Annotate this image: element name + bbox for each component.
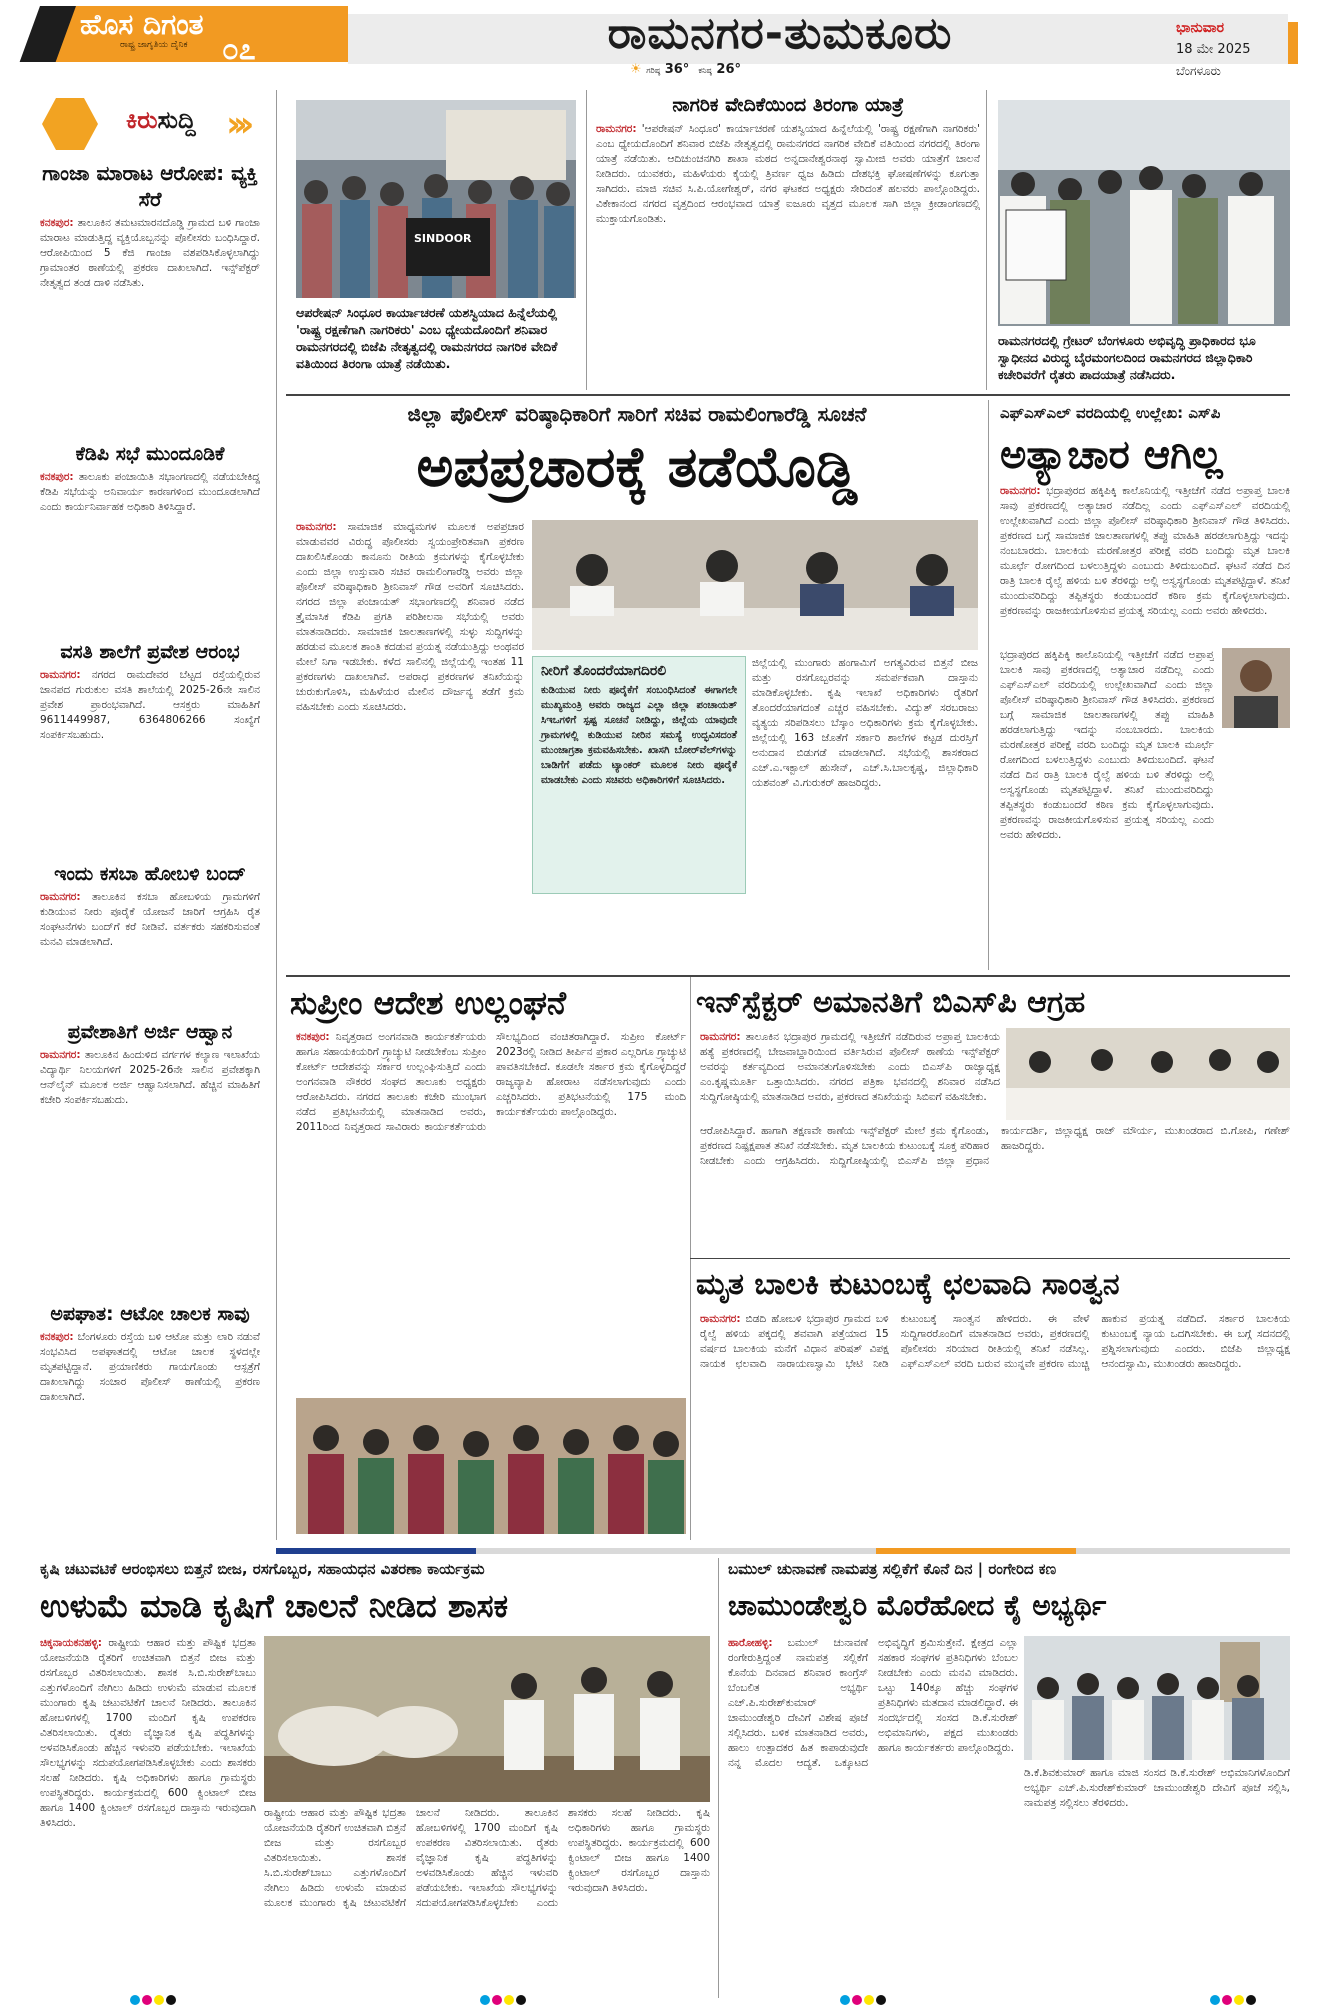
pressmeet-photo <box>1006 1028 1290 1120</box>
inspector-body-2: ಆರೋಪಿಸಿದ್ದಾರೆ. ಹಾಗಾಗಿ ತಕ್ಷಣವೇ ಠಾಣೆಯ ಇನ್ಸ್‌ಪೆಕ್ಟರ್ ಮೇಲೆ ಕ್ರಮ ಕೈಗೊಂಡು, ಪ್ರಕರಣದ ನಿಷ್ಪಕ್ಷಪಾತ ತನಿಖೆ ನಡೆಸಬೇಕು. ಮೃತ ಬಾಲಕಿಯ ಕುಟುಂಬಕ್ಕೆ ಸೂಕ್ತ ಪರಿಹಾರ ನೀಡಬೇಕು ಎಂದು ಆಗ್ರಹಿಸಿದರು. ಸುದ್ದಿಗೋಷ್ಠಿಯಲ್ಲಿ ಬಿಎಸ್‌ಪಿ ಜಿಲ್ಲಾ ಪ್ರಧಾನ ಕಾರ್ಯದರ್ಶಿ, ಜಿಲ್ಲಾಧ್ಯಕ್ಷ ರಾಜ್ ಮೌರ್ಯ, ಮುಖಂಡರಾದ ಬಿ.ಗೋಪಿ, ಗಣೇಶ್ ಹಾಜರಿದ್ದರು. <box>700 1125 1290 1167</box>
brief-body: ರಾಮನಗರ: ತಾಲೂಕಿನ ಕಸಬಾ ಹೋಬಳಿಯ ಗ್ರಾಮಗಳಿಗೆ ಕುಡಿಯುವ ನೀರು ಪೂರೈಕೆ ಯೋಜನೆ ಜಾರಿಗೆ ಆಗ್ರಹಿಸಿ ರೈತ ಸಂಘಟನೆಗಳು ಬಂದ್‌ಗೆ ಕರೆ ನೀಡಿವೆ. ವರ್ತಕರು ಸಹಕರಿಸುವಂತೆ ಮನವಿ ಮಾಡಲಾಗಿದೆ. <box>40 891 260 948</box>
bamul-body: ಹಾರೋಹಳ್ಳಿ: ಬಮುಲ್ ಚುನಾವಣೆ ರಂಗೇರುತ್ತಿದ್ದಂತೆ ನಾಮಪತ್ರ ಸಲ್ಲಿಕೆಗೆ ಕೊನೆಯ ದಿನವಾದ ಶನಿವಾರ ಕಾಂಗ್ರೆಸ್ ಬೆಂಬಲಿತ ಅಭ್ಯರ್ಥಿ ಎಚ್.ಪಿ.ಸುರೇಶ್‌ಕುಮಾರ್ ಚಾಮುಂಡೇಶ್ವರಿ ದೇವಿಗೆ ವಿಶೇಷ ಪೂಜೆ ಸಲ್ಲಿಸಿದರು. ಬಳಿಕ ಮಾತನಾಡಿದ ಅವರು, ಹಾಲು ಉತ್ಪಾದಕರ ಹಿತ ಕಾಪಾಡುವುದೇ ನನ್ನ ಮೊದಲ ಆದ್ಯತೆ. ಒಕ್ಕೂಟದ ಅಭಿವೃದ್ಧಿಗೆ ಶ್ರಮಿಸುತ್ತೇನೆ. ಕ್ಷೇತ್ರದ ಎಲ್ಲಾ ಸಹಕಾರ ಸಂಘಗಳ ಪ್ರತಿನಿಧಿಗಳು ಬೆಂಬಲ ನೀಡಬೇಕು ಎಂದು ಮನವಿ ಮಾಡಿದರು. ಒಟ್ಟು 140ಕ್ಕೂ ಹೆಚ್ಚು ಸಂಘಗಳ ಪ್ರತಿನಿಧಿಗಳು ಮತದಾನ ಮಾಡಲಿದ್ದಾರೆ. ಈ ಸಂದರ್ಭದಲ್ಲಿ ಸಂಸದ ಡಿ.ಕೆ.ಸುರೇಶ್ ಅಭಿಮಾನಿಗಳು, ಪಕ್ಷದ ಮುಖಂಡರು ಹಾಗೂ ಕಾರ್ಯಕರ್ತರು ಪಾಲ್ಗೊಂಡಿದ್ದರು. <box>728 1637 1018 1769</box>
tiranga-headline: ನಾಗರಿಕ ವೇದಿಕೆಯಿಂದ ತಿರಂಗಾ ಯಾತ್ರೆ <box>672 94 904 116</box>
logo-tagline: ರಾಷ್ಟ್ರ ಜಾಗೃತಿಯ ದೈನಿಕ <box>120 40 188 50</box>
brief-2 <box>40 442 260 650</box>
brief-body: ಕನಕಪುರ: ತಾಲೂಕಿನ ತಮಟಮಾರನದೊಡ್ಡಿ ಗ್ರಾಮದ ಬಳಿ ಗಾಂಜಾ ಮಾರಾಟ ಮಾಡುತ್ತಿದ್ದ ವ್ಯಕ್ತಿಯೊಬ್ಬನನ್ನು ಪೊಲೀಸರು ಬಂಧಿಸಿದ್ದಾರೆ. ಆರೋಪಿಯಿಂದ 5 ಕೆಜಿ ಗಾಂಜಾ ವಶಪಡಿಸಿಕೊಳ್ಳಲಾಗಿದ್ದು ಗ್ರಾಮಾಂತರ ಠಾಣೆಯಲ್ಲಿ ಪ್ರಕರಣ ದಾಖಲಾಗಿದೆ. ಇನ್ಸ್‌ಪೆಕ್ಟರ್ ನೇತೃತ್ವದ ತಂಡ ದಾಳಿ ನಡೆಸಿತು. <box>40 217 260 289</box>
divider-grey <box>476 1548 876 1554</box>
bamul-caption: ಡಿ.ಕೆ.ಶಿವಕುಮಾರ್ ಹಾಗೂ ಮಾಜಿ ಸಂಸದ ಡಿ.ಕೆ.ಸುರೇಶ್ ಅಭಿಮಾನಿಗಳೊಂದಿಗೆ ಅಭ್ಯರ್ಥಿ ಎಚ್.ಪಿ.ಸುರೇಶ್‌ಕುಮಾರ್ ಚಾಮುಂಡೇಶ್ವರಿ ದೇವಿಗೆ ಪೂಜೆ ಸಲ್ಲಿಸಿ, ನಾಮಪತ್ರ ಸಲ್ಲಿಸಲು ತೆರಳಿದರು. <box>1024 1767 1290 1809</box>
section-rule <box>286 394 1290 396</box>
max-label: ಗರಿಷ್ಠ <box>646 66 661 75</box>
tiranga-article <box>596 92 980 392</box>
ploughing-photo <box>264 1636 710 1802</box>
ploughing-image <box>264 1636 710 1802</box>
chevrons-icon: ››› <box>226 104 247 145</box>
temple-photo <box>1024 1636 1290 1760</box>
protest-photo <box>998 100 1290 326</box>
condolence-headline: ಮೃತ ಬಾಲಕಿ ಕುಟುಂಬಕ್ಕೆ ಛಲವಾದಿ ಸಾಂತ್ವನ <box>696 1267 1120 1302</box>
crowd-photo <box>296 100 576 298</box>
column-rule <box>586 90 587 390</box>
fsl-body-2: ಭದ್ರಾಪುರದ ಹಕ್ಕಿಪಿಕ್ಕಿ ಕಾಲೊನಿಯಲ್ಲಿ ಇತ್ತೀಚೆಗೆ ನಡೆದ ಅಪ್ರಾಪ್ತ ಬಾಲಕಿ ಸಾವು ಪ್ರಕರಣದಲ್ಲಿ ಅತ್ಯಾಚಾರ ನಡೆದಿಲ್ಲ ಎಂದು ಎಫ್‌ಎಸ್‌ಎಲ್ ವರದಿಯಲ್ಲಿ ಉಲ್ಲೇಖವಾಗಿದೆ ಎಂದು ಜಿಲ್ಲಾ ಪೊಲೀಸ್ ವರಿಷ್ಠಾಧಿಕಾರಿ ಶ್ರೀನಿವಾಸ್ ಗೌಡ ತಿಳಿಸಿದರು. ಪ್ರಕರಣದ ಬಗ್ಗೆ ಸಾಮಾಜಿಕ ಜಾಲತಾಣಗಳಲ್ಲಿ ತಪ್ಪು ಮಾಹಿತಿ ಹರಡಲಾಗುತ್ತಿದ್ದು ಇದನ್ನು ನಂಬಬಾರದು. ಬಾಲಕಿಯ ಮರಣೋತ್ತರ ಪರೀಕ್ಷೆ ವರದಿ ಬಂದಿದ್ದು ಮೃತ ಬಾಲಕಿ ಮೂರ್ಛೆ ರೋಗದಿಂದ ಬಳಲುತ್ತಿದ್ದಳು ಎಂಬುದು ತಿಳಿದುಬಂದಿದೆ. ಘಟನೆ ನಡೆದ ದಿನ ರಾತ್ರಿ ಬಾಲಕಿ ರೈಲ್ವೆ ಹಳಿಯ ಬಳಿ ತೆರಳಿದ್ದು ಅಲ್ಲಿ ಅಸ್ವಸ್ಥಗೊಂಡು ಮೃತಪಟ್ಟಿದ್ದಾಳೆ. ತನಿಖೆ ಮುಂದುವರಿದಿದ್ದು ತಪ್ಪಿತಸ್ಥರು ಕಂಡುಬಂದರೆ ಕಠಿಣ ಕ್ರಮ ಕೈಗೊಳ್ಳಲಾಗುವುದು. ಪ್ರಕರಣವನ್ನು ರಾಜಕೀಯಗೊಳಿಸುವ ಪ್ರಯತ್ನ ಸರಿಯಲ್ಲ ಎಂದು ಅವರು ಹೇಳಿದರು. <box>1000 649 1214 841</box>
divider-orange <box>876 1548 1076 1554</box>
box-body: ಕುಡಿಯುವ ನೀರು ಪೂರೈಕೆಗೆ ಸಂಬಂಧಿಸಿದಂತೆ ಈಗಾಗಲೇ ಮುಖ್ಯಮಂತ್ರಿ ಅವರು ರಾಜ್ಯದ ಎಲ್ಲಾ ಜಿಲ್ಲಾ ಪಂಚಾಯತ್ ಸಿಇಒಗಳಿಗೆ ಸ್ಪಷ್ಟ ಸೂಚನೆ ನೀಡಿದ್ದು, ಜಿಲ್ಲೆಯ ಯಾವುದೇ ಗ್ರಾಮಗಳಲ್ಲಿ ಕುಡಿಯುವ ನೀರಿನ ಸಮಸ್ಯೆ ಉದ್ಭವಿಸದಂತೆ ಮುಂಜಾಗ್ರತಾ ಕ್ರಮವಹಿಸಬೇಕು. ಖಾಸಗಿ ಬೋರ್‌ವೆಲ್‌ಗಳನ್ನು ಬಾಡಿಗೆಗೆ ಪಡೆದು ಟ್ಯಾಂಕರ್ ಮೂಲಕ ನೀರು ಪೂರೈಕೆ ಮಾಡಬೇಕು ಎಂದು ಸಚಿವರು ಅಧಿಕಾರಿಗಳಿಗೆ ಸೂಚಿಸಿದರು. <box>541 685 737 786</box>
meeting-photo <box>532 520 978 650</box>
protest-caption: ರಾಮನಗರದಲ್ಲಿ ಗ್ರೇಟರ್ ಬೆಂಗಳೂರು ಅಭಿವೃದ್ಧಿ ಪ್ರಾಧಿಕಾರದ ಭೂ ಸ್ವಾಧೀನದ ವಿರುದ್ಧ ಬೈರಮಂಗಲದಿಂದ ರಾಮನಗರದ ಜಿಲ್ಲಾಧಿಕಾರಿ ಕಚೇರಿವರೆಗೆ ರೈತರು ಪಾದಯಾತ್ರೆ ನಡೆಸಿದರು. <box>998 333 1256 382</box>
page-number: ೦೭ <box>222 32 256 67</box>
ulume-body-1: ಚಿಕ್ಕನಾಯಕನಹಳ್ಳಿ: ರಾಷ್ಟ್ರೀಯ ಆಹಾರ ಮತ್ತು ಪೌಷ್ಟಿಕ ಭದ್ರತಾ ಯೋಜನೆಯಡಿ ರೈತರಿಗೆ ಉಚಿತವಾಗಿ ಬಿತ್ತನೆ ಬೀಜ ಮತ್ತು ರಸಗೊಬ್ಬರ ವಿತರಿಸಲಾಯಿತು. ಶಾಸಕ ಸಿ.ಬಿ.ಸುರೇಶ್‌ಬಾಬು ಎತ್ತುಗಳೊಂದಿಗೆ ನೇಗಿಲು ಹಿಡಿದು ಉಳುಮೆ ಮಾಡುವ ಮೂಲಕ ಮುಂಗಾರು ಕೃಷಿ ಚಟುವಟಿಕೆಗೆ ಚಾಲನೆ ನೀಡಿದರು. ತಾಲೂಕಿನ ಹೋಬಳಿಗಳಲ್ಲಿ 1700 ಮಂದಿಗೆ ಕೃಷಿ ಉಪಕರಣ ವಿತರಿಸಲಾಯಿತು. ರೈತರು ವೈಜ್ಞಾನಿಕ ಕೃಷಿ ಪದ್ಧತಿಗಳನ್ನು ಅಳವಡಿಸಿಕೊಂಡು ಹೆಚ್ಚಿನ ಇಳುವರಿ ಪಡೆಯಬೇಕು. ಇಲಾಖೆಯ ಸೌಲಭ್ಯಗಳನ್ನು ಸದುಪಯೋಗಪಡಿಸಿಕೊಳ್ಳಬೇಕು ಎಂದು ಶಾಸಕರು ಸಲಹೆ ನೀಡಿದರು. ಕೃಷಿ ಅಧಿಕಾರಿಗಳು ಹಾಗೂ ಗ್ರಾಮಸ್ಥರು ಉಪಸ್ಥಿತರಿದ್ದರು. ಕಾರ್ಯಕ್ರಮದಲ್ಲಿ 600 ಕ್ವಿಂಟಾಲ್ ಬೀಜ ಹಾಗೂ 1400 ಕ್ವಿಂಟಾಲ್ ರಸಗೊಬ್ಬರ ದಾಸ್ತಾನು ಇರುವುದಾಗಿ ತಿಳಿಸಿದರು. <box>40 1637 256 1829</box>
issue-day: ಭಾನುವಾರ <box>1176 20 1225 36</box>
column-rule <box>986 90 987 390</box>
min-label: ಕನಿಷ್ಠ <box>698 66 712 75</box>
bamul-kicker: ಬಮುಲ್ ಚುನಾವಣೆ ನಾಮಪತ್ರ ಸಲ್ಲಿಕೆಗೆ ಕೊನೆ ದಿನ | ರಂಗೇರಿದ ಕಣ <box>728 1560 1057 1578</box>
temple-image <box>1024 1636 1290 1760</box>
hand-icon <box>42 98 98 150</box>
max-temp: 36° <box>664 62 690 77</box>
brief-title: ವಸತಿ ಶಾಲೆಗೆ ಪ್ರವೇಶ ಆರಂಭ <box>60 641 240 663</box>
kirusuddi-badge <box>40 94 258 156</box>
brief-5 <box>40 1020 260 1308</box>
brief-1 <box>40 160 260 406</box>
protest-image <box>296 1398 686 1534</box>
section-rule <box>286 975 1290 977</box>
ulume-body-2: ರಾಷ್ಟ್ರೀಯ ಆಹಾರ ಮತ್ತು ಪೌಷ್ಟಿಕ ಭದ್ರತಾ ಯೋಜನೆಯಡಿ ರೈತರಿಗೆ ಉಚಿತವಾಗಿ ಬಿತ್ತನೆ ಬೀಜ ಮತ್ತು ರಸಗೊಬ್ಬರ ವಿತರಿಸಲಾಯಿತು. ಶಾಸಕ ಸಿ.ಬಿ.ಸುರೇಶ್‌ಬಾಬು ಎತ್ತುಗಳೊಂದಿಗೆ ನೇಗಿಲು ಹಿಡಿದು ಉಳುಮೆ ಮಾಡುವ ಮೂಲಕ ಮುಂಗಾರು ಕೃಷಿ ಚಟುವಟಿಕೆಗೆ ಚಾಲನೆ ನೀಡಿದರು. ತಾಲೂಕಿನ ಹೋಬಳಿಗಳಲ್ಲಿ 1700 ಮಂದಿಗೆ ಕೃಷಿ ಉಪಕರಣ ವಿತರಿಸಲಾಯಿತು. ರೈತರು ವೈಜ್ಞಾನಿಕ ಕೃಷಿ ಪದ್ಧತಿಗಳನ್ನು ಅಳವಡಿಸಿಕೊಂಡು ಹೆಚ್ಚಿನ ಇಳುವರಿ ಪಡೆಯಬೇಕು. ಇಲಾಖೆಯ ಸೌಲಭ್ಯಗಳನ್ನು ಸದುಪಯೋಗಪಡಿಸಿಕೊಳ್ಳಬೇಕು ಎಂದು ಶಾಸಕರು ಸಲಹೆ ನೀಡಿದರು. ಕೃಷಿ ಅಧಿಕಾರಿಗಳು ಹಾಗೂ ಗ್ರಾಮಸ್ಥರು ಉಪಸ್ಥಿತರಿದ್ದರು. ಕಾರ್ಯಕ್ರಮದಲ್ಲಿ 600 ಕ್ವಿಂಟಾಲ್ ಬೀಜ ಹಾಗೂ 1400 ಕ್ವಿಂಟಾಲ್ ರಸಗೊಬ್ಬರ ದಾಸ್ತಾನು ಇರುವುದಾಗಿ ತಿಳಿಸಿದರು. <box>264 1807 710 1909</box>
supreme-headline: ಸುಪ್ರೀಂ ಆದೇಶ ಉಲ್ಲಂಘನೆ <box>290 984 567 1022</box>
inspector-body-1: ರಾಮನಗರ: ತಾಲೂಕಿನ ಭದ್ರಾಪುರ ಗ್ರಾಮದಲ್ಲಿ ಇತ್ತೀಚೆಗೆ ನಡೆದಿರುವ ಅಪ್ರಾಪ್ತ ಬಾಲಕಿಯ ಹತ್ಯೆ ಪ್ರಕರಣದಲ್ಲಿ ಬೇಜವಾಬ್ದಾರಿಯಿಂದ ವರ್ತಿಸಿರುವ ಪೊಲೀಸ್ ಠಾಣೆಯ ಇನ್ಸ್‌ಪೆಕ್ಟರ್ ಅವರನ್ನು ಕರ್ತವ್ಯದಿಂದ ಅಮಾನತುಗೊಳಿಸಬೇಕು ಎಂದು ಬಿಎಸ್‌ಪಿ ರಾಜ್ಯಾಧ್ಯಕ್ಷ ಎಂ.ಕೃಷ್ಣಮೂರ್ತಿ ಒತ್ತಾಯಿಸಿದರು. ನಗರದ ಪತ್ರಿಕಾ ಭವನದಲ್ಲಿ ಶನಿವಾರ ನಡೆಸಿದ ಸುದ್ದಿಗೋಷ್ಠಿಯಲ್ಲಿ ಮಾತನಾಡಿದ ಅವರು, ಪ್ರಕರಣದ ತನಿಖೆಯನ್ನು ಸಿಬಿಐಗೆ ವಹಿಸಬೇಕು. <box>700 1031 1000 1103</box>
inspector-headline: ಇನ್‌ಸ್ಪೆಕ್ಟರ್ ಅಮಾನತಿಗೆ ಬಿಎಸ್‌ಪಿ ಆಗ್ರಹ <box>696 985 1086 1020</box>
weather <box>630 62 741 77</box>
min-temp: 26° <box>716 62 741 77</box>
ulume-headline: ಉಳುಮೆ ಮಾಡಿ ಕೃಷಿಗೆ ಚಾಲನೆ ನೀಡಿದ ಶಾಸಕ <box>40 1587 509 1625</box>
lead-body-2: ಜಿಲ್ಲೆಯಲ್ಲಿ ಮುಂಗಾರು ಹಂಗಾಮಿಗೆ ಅಗತ್ಯವಿರುವ ಬಿತ್ತನೆ ಬೀಜ ಮತ್ತು ರಸಗೊಬ್ಬರವನ್ನು ಸಮರ್ಪಕವಾಗಿ ದಾಸ್ತಾನು ಮಾಡಿಕೊಳ್ಳಬೇಕು. ಕೃಷಿ ಇಲಾಖೆ ಅಧಿಕಾರಿಗಳು ರೈತರಿಗೆ ತೊಂದರೆಯಾಗದಂತೆ ಎಚ್ಚರ ವಹಿಸಬೇಕು. ವಿದ್ಯುತ್ ಸರಬರಾಜು ವ್ಯತ್ಯಯ ಸರಿಪಡಿಸಲು ಬೆಸ್ಕಾಂ ಅಧಿಕಾರಿಗಳು ಕ್ರಮ ಕೈಗೊಳ್ಳಬೇಕು. ಜಿಲ್ಲೆಯಲ್ಲಿ 163 ಜೊತೆಗೆ ಸರ್ಕಾರಿ ಶಾಲೆಗಳ ಕಟ್ಟಡ ದುರಸ್ತಿಗೆ ಅನುದಾನ ಬಿಡುಗಡೆ ಮಾಡಲಾಗಿದೆ. ಸಭೆಯಲ್ಲಿ ಶಾಸಕರಾದ ಎಚ್.ಎ.ಇಕ್ಬಾಲ್ ಹುಸೇನ್, ಎಚ್.ಸಿ.ಬಾಲಕೃಷ್ಣ, ಜಿಲ್ಲಾಧಿಕಾರಿ ಯಶವಂತ್ ವಿ.ಗುರುಕರ್ ಹಾಜರಿದ್ದರು. <box>752 657 978 789</box>
divider-blue <box>276 1548 476 1554</box>
march-photo <box>998 100 1290 326</box>
supreme-body: ಕನಕಪುರ: ನಿವೃತ್ತರಾದ ಅಂಗನವಾಡಿ ಕಾರ್ಯಕರ್ತೆಯರು ಹಾಗೂ ಸಹಾಯಕಿಯರಿಗೆ ಗ್ರ್ಯಾಚ್ಯುಟಿ ನೀಡಬೇಕೆಂಬ ಸುಪ್ರೀಂ ಕೋರ್ಟ್ ಆದೇಶವನ್ನು ಸರ್ಕಾರ ಉಲ್ಲಂಘಿಸುತ್ತಿದೆ ಎಂದು ಅಂಗನವಾಡಿ ನೌಕರರ ಸಂಘದ ತಾಲೂಕು ಅಧ್ಯಕ್ಷರು ಆರೋಪಿಸಿದರು. ನಗರದ ತಾಲೂಕು ಕಚೇರಿ ಮುಂಭಾಗ ನಡೆದ ಪ್ರತಿಭಟನೆಯಲ್ಲಿ ಮಾತನಾಡಿದ ಅವರು, 2011ರಿಂದ ನಿವೃತ್ತರಾದ ಸಾವಿರಾರು ಕಾರ್ಯಕರ್ತೆಯರು ಸೌಲಭ್ಯದಿಂದ ವಂಚಿತರಾಗಿದ್ದಾರೆ. ಸುಪ್ರೀಂ ಕೋರ್ಟ್ 2023ರಲ್ಲಿ ನೀಡಿದ ತೀರ್ಪಿನ ಪ್ರಕಾರ ಎಲ್ಲರಿಗೂ ಗ್ರ್ಯಾಚ್ಯುಟಿ ಪಾವತಿಸಬೇಕಿದೆ. ಕೂಡಲೇ ಸರ್ಕಾರ ಕ್ರಮ ಕೈಗೊಳ್ಳದಿದ್ದರೆ ರಾಜ್ಯವ್ಯಾಪಿ ಹೋರಾಟ ನಡೆಸಲಾಗುವುದು ಎಂದು ಎಚ್ಚರಿಸಿದರು. ಪ್ರತಿಭಟನೆಯಲ್ಲಿ 175 ಮಂದಿ ಕಾರ್ಯಕರ್ತೆಯರು ಪಾಲ್ಗೊಂಡಿದ್ದರು. <box>296 1031 686 1133</box>
masthead-logo <box>40 6 348 67</box>
person-icon <box>1222 648 1290 728</box>
fsl-headline: ಅತ್ಯಾಚಾರ ಆಗಿಲ್ಲ <box>1000 432 1223 478</box>
kirusuddi-label: ಕಿರುಸುದ್ದಿ <box>126 106 196 134</box>
page-title: ರಾಮನಗರ-ತುಮಕೂರು <box>607 8 953 59</box>
column-rule <box>718 1558 719 1998</box>
brief-3 <box>40 640 260 878</box>
tiranga-body: ರಾಮನಗರ: 'ಆಪರೇಷನ್ ಸಿಂಧೂರ' ಕಾರ್ಯಾಚರಣೆ ಯಶಸ್ವಿಯಾದ ಹಿನ್ನೆಲೆಯಲ್ಲಿ 'ರಾಷ್ಟ್ರ ರಕ್ಷಣೆಗಾಗಿ ನಾಗರಿಕರು' ಎಂಬ ಧ್ಯೇಯದೊಂದಿಗೆ ಶನಿವಾರ ಬಿಜೆಪಿ ನೇತೃತ್ವದಲ್ಲಿ ರಾಮನಗರದ ನಾಗರಿಕ ವೇದಿಕೆ ವತಿಯಿಂದ ನಗರದಲ್ಲಿ ತಿರಂಗಾ ಯಾತ್ರೆ ನಡೆಯಿತು. ಆದಿಚುಂಚನಗಿರಿ ಶಾಖಾ ಮಠದ ಅನ್ನದಾನೇಶ್ವರನಾಥ ಸ್ವಾಮೀಜಿ ಅವರು ಯಾತ್ರೆಗೆ ಚಾಲನೆ ನೀಡಿದರು. ಯುವಕರು, ಮಹಿಳೆಯರು ಕೈಯಲ್ಲಿ ತ್ರಿವರ್ಣ ಧ್ವಜ ಹಿಡಿದು ದೇಶಭಕ್ತಿ ಘೋಷಣೆಗಳನ್ನು ಕೂಗುತ್ತಾ ಸಾಗಿದರು. ಮಾಜಿ ಸಚಿವ ಸಿ.ಪಿ.ಯೋಗೇಶ್ವರ್, ನಗರ ಘಟಕದ ಅಧ್ಯಕ್ಷರು ಸೇರಿದಂತೆ ಹಲವರು ಪಾಲ್ಗೊಂಡಿದ್ದರು. ವಿಕೇಕಾನಂದ ನಗರದ ವೃತ್ತದಿಂದ ಆರಂಭವಾದ ಯಾತ್ರೆ ಐಜೂರು ವೃತ್ತದ ಮೂಲಕ ಸಾಗಿ ಜಿಲ್ಲಾ ಕ್ರೀಡಾಂಗಣದಲ್ಲಿ ಮುಕ್ತಾಯಗೊಂಡಿತು. <box>596 123 980 225</box>
bamul-headline: ಚಾಮುಂಡೇಶ್ವರಿ ಮೊರೆಹೋದ ಕೈ ಅಭ್ಯರ್ಥಿ <box>728 1589 1107 1622</box>
lead-kicker: ಜಿಲ್ಲಾ ಪೊಲೀಸ್ ವರಿಷ್ಠಾಧಿಕಾರಿಗೆ ಸಾರಿಗೆ ಸಚಿವ ರಾಮಲಿಂಗಾರೆಡ್ಡಿ ಸೂಚನೆ <box>407 402 867 426</box>
accent-bar <box>1288 22 1298 64</box>
fsl-kicker: ಎಫ್‌ಎಸ್‌ಎಲ್ ವರದಿಯಲ್ಲಿ ಉಲ್ಲೇಖ: ಎಸ್‌ಪಿ <box>1000 404 1221 422</box>
brief-4 <box>40 862 260 1030</box>
brief-title: ಕೆಡಿಪಿ ಸಭೆ ಮುಂದೂಡಿಕೆ <box>75 443 225 465</box>
pressmeet-image <box>1006 1028 1290 1120</box>
divider-grey <box>1076 1548 1290 1554</box>
section-rule <box>690 1258 1290 1259</box>
water-box <box>532 656 746 894</box>
brief-title: ಗಾಂಜಾ ಮಾರಾಟ ಆರೋಪ: ವ್ಯಕ್ತಿ ಸೆರೆ <box>42 161 258 211</box>
placard-text: SINDOOR <box>414 232 472 245</box>
brief-title: ಇಂದು ಕಸಬಾ ಹೋಬಳಿ ಬಂದ್ <box>54 863 246 885</box>
box-title: ನೀರಿಗೆ ತೊಂದರೆಯಾಗದಿರಲಿ <box>541 663 667 679</box>
logo-text: ಹೊಸ ದಿಗಂತ <box>80 8 204 41</box>
brief-body: ಕನಕಪುರ: ಬೆಂಗಳೂರು ರಸ್ತೆಯ ಬಳಿ ಆಟೋ ಮತ್ತು ಲಾರಿ ನಡುವೆ ಸಂಭವಿಸಿದ ಅಪಘಾತದಲ್ಲಿ ಆಟೋ ಚಾಲಕ ಸ್ಥಳದಲ್ಲೇ ಮೃತಪಟ್ಟಿದ್ದಾನೆ. ಪ್ರಯಾಣಿಕರು ಗಾಯಗೊಂಡು ಆಸ್ಪತ್ರೆಗೆ ದಾಖಲಾಗಿದ್ದು ಸಂಚಾರ ಪೊಲೀಸ್ ಠಾಣೆಯಲ್ಲಿ ಪ್ರಕರಣ ದಾಖಲಾಗಿದೆ. <box>40 1331 260 1403</box>
lead-headline: ಅಪಪ್ರಚಾರಕ್ಕೆ ತಡೆಯೊಡ್ಡಿ <box>416 435 858 500</box>
column-rule <box>988 400 989 970</box>
tiranga-photo <box>296 100 576 298</box>
sp-portrait <box>1222 648 1290 728</box>
lead-body-1: ರಾಮನಗರ: ಸಾಮಾಜಿಕ ಮಾಧ್ಯಮಗಳ ಮೂಲಕ ಅಪಪ್ರಚಾರ ಮಾಡುವವರ ವಿರುದ್ಧ ಪೊಲೀಸರು ಸ್ವಯಂಪ್ರೇರಿತವಾಗಿ ಪ್ರಕರಣ ದಾಖಲಿಸಿಕೊಂಡು ಕಾನೂನು ರೀತಿಯ ಕ್ರಮಗಳನ್ನು ಕೈಗೊಳ್ಳಬೇಕು ಎಂದು ಜಿಲ್ಲಾ ಉಸ್ತುವಾರಿ ಸಚಿವ ರಾಮಲಿಂಗಾರೆಡ್ಡಿ ಅವರು ಜಿಲ್ಲಾ ಪೊಲೀಸ್ ವರಿಷ್ಠಾಧಿಕಾರಿ ಶ್ರೀನಿವಾಸ್ ಗೌಡ ಅವರಿಗೆ ಸೂಚಿಸಿದರು. ನಗರದ ಜಿಲ್ಲಾ ಪಂಚಾಯತ್ ಸಭಾಂಗಣದಲ್ಲಿ ಶನಿವಾರ ನಡೆದ ತ್ರೈಮಾಸಿಕ ಕೆಡಿಪಿ ಪ್ರಗತಿ ಪರಿಶೀಲನಾ ಸಭೆಯಲ್ಲಿ ಅವರು ಮಾತನಾಡಿದರು. ಸಾಮಾಜಿಕ ಜಾಲತಾಣಗಳಲ್ಲಿ ಸುಳ್ಳು ಸುದ್ದಿಗಳನ್ನು ಹರಡುವ ಮೂಲಕ ಶಾಂತಿ ಕದಡುವ ಪ್ರಯತ್ನ ನಡೆಯುತ್ತಿದ್ದು ಅಂಥವರ ಮೇಲೆ ನಿಗಾ ಇಡಬೇಕು. ಕಳೆದ ಸಾಲಿನಲ್ಲಿ ಜಿಲ್ಲೆಯಲ್ಲಿ ಇಂತಹ 11 ಪ್ರಕರಣಗಳು ದಾಖಲಾಗಿವೆ. ಅಪರಾಧ ಪ್ರಕರಣಗಳ ತನಿಖೆಯನ್ನು ಚುರುಕುಗೊಳಿಸಿ, ಮಹಿಳೆಯರ ಮೇಲಿನ ದೌರ್ಜನ್ಯ ತಡೆಗೆ ಕ್ರಮ ವಹಿಸಬೇಕು ಎಂದು ಸೂಚಿಸಿದರು. <box>296 521 524 713</box>
tiranga-caption: ಆಪರೇಷನ್ ಸಿಂಧೂರ ಕಾರ್ಯಾಚರಣೆ ಯಶಸ್ವಿಯಾದ ಹಿನ್ನೆಲೆಯಲ್ಲಿ 'ರಾಷ್ಟ್ರ ರಕ್ಷಣೆಗಾಗಿ ನಾಗರಿಕರು' ಎಂಬ ಧ್ಯೇಯದೊಂದಿಗೆ ಶನಿವಾರ ರಾಮನಗರದಲ್ಲಿ ಬಿಜೆಪಿ ನೇತೃತ್ವದಲ್ಲಿ ರಾಮನಗರದ ನಾಗರಿಕ ವೇದಿಕೆ ವತಿಯಿಂದ ತಿರಂಗಾ ಯಾತ್ರೆ ನಡೆಯಿತು. <box>296 305 558 371</box>
fsl-body-1: ರಾಮನಗರ: ಭದ್ರಾಪುರದ ಹಕ್ಕಿಪಿಕ್ಕಿ ಕಾಲೊನಿಯಲ್ಲಿ ಇತ್ತೀಚೆಗೆ ನಡೆದ ಅಪ್ರಾಪ್ತ ಬಾಲಕಿ ಸಾವು ಪ್ರಕರಣದಲ್ಲಿ ಅತ್ಯಾಚಾರ ನಡೆದಿಲ್ಲ ಎಂದು ಎಫ್‌ಎಸ್‌ಎಲ್ ವರದಿಯಲ್ಲಿ ಉಲ್ಲೇಖವಾಗಿದೆ ಎಂದು ಜಿಲ್ಲಾ ಪೊಲೀಸ್ ವರಿಷ್ಠಾಧಿಕಾರಿ ಶ್ರೀನಿವಾಸ್ ಗೌಡ ತಿಳಿಸಿದರು. ಪ್ರಕರಣದ ಬಗ್ಗೆ ಸಾಮಾಜಿಕ ಜಾಲತಾಣಗಳಲ್ಲಿ ತಪ್ಪು ಮಾಹಿತಿ ಹರಡಲಾಗುತ್ತಿದ್ದು ಇದನ್ನು ನಂಬಬಾರದು. ಬಾಲಕಿಯ ಮರಣೋತ್ತರ ಪರೀಕ್ಷೆ ವರದಿ ಬಂದಿದ್ದು ಮೃತ ಬಾಲಕಿ ಮೂರ್ಛೆ ರೋಗದಿಂದ ಬಳಲುತ್ತಿದ್ದಳು ಎಂಬುದು ತಿಳಿದುಬಂದಿದೆ. ಘಟನೆ ನಡೆದ ದಿನ ರಾತ್ರಿ ಬಾಲಕಿ ರೈಲ್ವೆ ಹಳಿಯ ಬಳಿ ತೆರಳಿದ್ದು ಅಲ್ಲಿ ಅಸ್ವಸ್ಥಗೊಂಡು ಮೃತಪಟ್ಟಿದ್ದಾಳೆ. ತನಿಖೆ ಮುಂದುವರಿದಿದ್ದು ತಪ್ಪಿತಸ್ಥರು ಕಂಡುಬಂದರೆ ಕಠಿಣ ಕ್ರಮ ಕೈಗೊಳ್ಳಲಾಗುವುದು. ಪ್ರಕರಣವನ್ನು ರಾಜಕೀಯಗೊಳಿಸುವ ಪ್ರಯತ್ನ ಸರಿಯಲ್ಲ ಎಂದು ಅವರು ಹೇಳಿದರು. <box>1000 485 1290 617</box>
brief-body: ಕನಕಪುರ: ತಾಲೂಕು ಪಂಚಾಯಿತಿ ಸಭಾಂಗಣದಲ್ಲಿ ನಡೆಯಬೇಕಿದ್ದ ಕೆಡಿಪಿ ಸಭೆಯನ್ನು ಅನಿವಾರ್ಯ ಕಾರಣಗಳಿಂದ ಮುಂದೂಡಲಾಗಿದೆ ಎಂದು ಕಾರ್ಯನಿರ್ವಾಹಕ ಅಧಿಕಾರಿ ತಿಳಿಸಿದ್ದಾರೆ. <box>40 471 260 513</box>
brief-body: ರಾಮನಗರ: ನಗರದ ರಾಮದೇವರ ಬೆಟ್ಟದ ರಸ್ತೆಯಲ್ಲಿರುವ ಜಾನಪದ ಗುರುಕುಲ ವಸತಿ ಶಾಲೆಯಲ್ಲಿ 2025-26ನೇ ಸಾಲಿನ ಪ್ರವೇಶ ಪ್ರಾರಂಭವಾಗಿದೆ. ಆಸಕ್ತರು ಮಾಹಿತಿಗೆ 9611449987, 6364806266 ಸಂಖ್ಯೆಗೆ ಸಂಪರ್ಕಿಸಬಹುದು. <box>40 669 260 741</box>
brief-6 <box>40 1302 260 1565</box>
supreme-photo <box>296 1398 686 1534</box>
column-rule <box>276 90 277 1540</box>
issue-date: 18 ಮೇ 2025 <box>1176 42 1251 57</box>
brief-body: ರಾಮನಗರ: ತಾಲೂಕಿನ ಹಿಂದುಳಿದ ವರ್ಗಗಳ ಕಲ್ಯಾಣ ಇಲಾಖೆಯ ವಿದ್ಯಾರ್ಥಿ ನಿಲಯಗಳಿಗೆ 2025-26ನೇ ಸಾಲಿನ ಪ್ರವೇಶಕ್ಕಾಗಿ ಆನ್‌ಲೈನ್ ಮೂಲಕ ಅರ್ಜಿ ಆಹ್ವಾನಿಸಲಾಗಿದೆ. ಹೆಚ್ಚಿನ ಮಾಹಿತಿಗೆ ಕಚೇರಿ ಸಂಪರ್ಕಿಸಬಹುದು. <box>40 1049 260 1106</box>
edition-city: ಬೆಂಗಳೂರು <box>1176 64 1221 78</box>
condolence-body: ರಾಮನಗರ: ಬಿಡದಿ ಹೋಬಳಿ ಭದ್ರಾಪುರ ಗ್ರಾಮದ ಬಳಿ ರೈಲ್ವೆ ಹಳಿಯ ಪಕ್ಕದಲ್ಲಿ ಶವವಾಗಿ ಪತ್ತೆಯಾದ 15 ವರ್ಷದ ಬಾಲಕಿಯ ಮನೆಗೆ ವಿಧಾನ ಪರಿಷತ್ ವಿಪಕ್ಷ ನಾಯಕ ಛಲವಾದಿ ನಾರಾಯಣಸ್ವಾಮಿ ಭೇಟಿ ನೀಡಿ ಕುಟುಂಬಕ್ಕೆ ಸಾಂತ್ವನ ಹೇಳಿದರು. ಈ ವೇಳೆ ಸುದ್ದಿಗಾರರೊಂದಿಗೆ ಮಾತನಾಡಿದ ಅವರು, ಪ್ರಕರಣದಲ್ಲಿ ಪೊಲೀಸರು ಸರಿಯಾದ ರೀತಿಯಲ್ಲಿ ತನಿಖೆ ನಡೆಸಿಲ್ಲ. ಎಫ್‌ಎಸ್‌ಎಲ್ ವರದಿ ಬರುವ ಮುನ್ನವೇ ಪ್ರಕರಣ ಮುಚ್ಚಿ ಹಾಕುವ ಪ್ರಯತ್ನ ನಡೆದಿದೆ. ಸರ್ಕಾರ ಬಾಲಕಿಯ ಕುಟುಂಬಕ್ಕೆ ನ್ಯಾಯ ಒದಗಿಸಬೇಕು. ಈ ಬಗ್ಗೆ ಸದನದಲ್ಲಿ ಪ್ರಶ್ನಿಸಲಾಗುವುದು ಎಂದರು. ಬಿಜೆಪಿ ಜಿಲ್ಲಾಧ್ಯಕ್ಷ ಆನಂದಸ್ವಾಮಿ, ಮುಖಂಡರು ಹಾಜರಿದ್ದರು. <box>700 1313 1290 1370</box>
brief-title: ಅಪಘಾತ: ಆಟೋ ಚಾಲಕ ಸಾವು <box>50 1303 250 1325</box>
sun-icon: ☀ <box>630 62 642 77</box>
ulume-kicker: ಕೃಷಿ ಚಟುವಟಿಕೆ ಆರಂಭಿಸಲು ಬಿತ್ತನೆ ಬೀಜ, ರಸಗೊಬ್ಬರ, ಸಹಾಯಧನ ವಿತರಣಾ ಕಾರ್ಯಕ್ರಮ <box>40 1560 485 1578</box>
meeting-image <box>532 520 978 650</box>
brief-title: ಪ್ರವೇಶಾತಿಗೆ ಅರ್ಜಿ ಆಹ್ವಾನ <box>67 1021 233 1043</box>
